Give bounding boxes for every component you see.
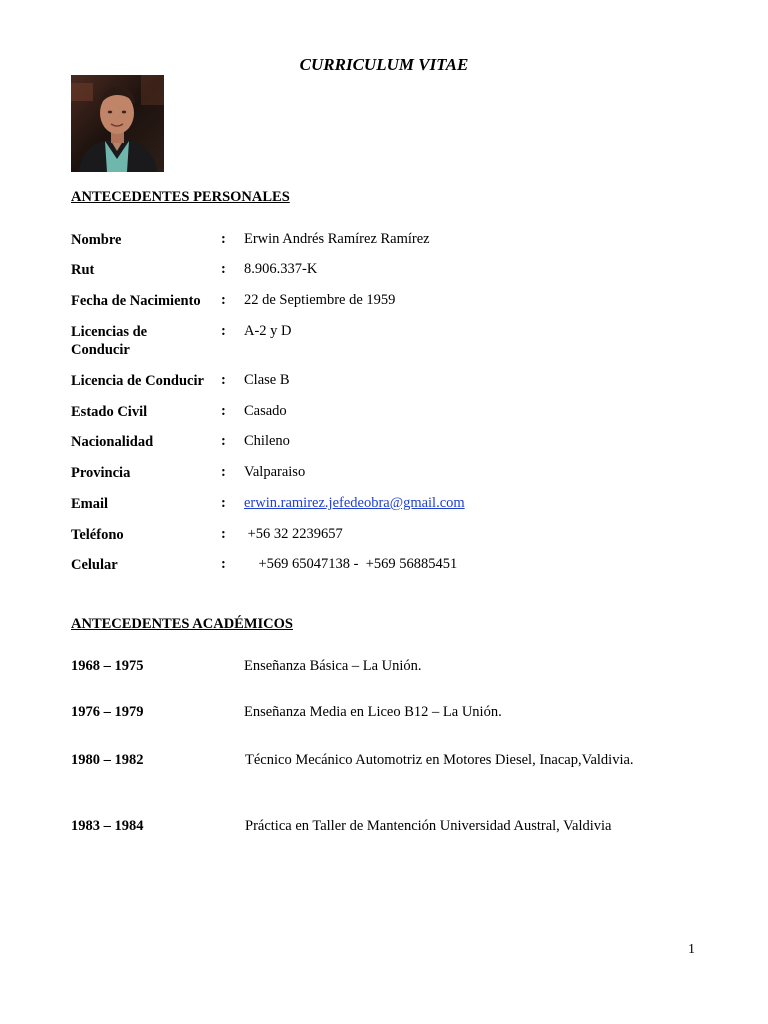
personal-row-province — [71, 464, 711, 484]
row-value: +56 32 2239657 — [244, 526, 343, 542]
personal-row-email — [71, 495, 711, 515]
row-colon: : — [221, 323, 226, 339]
row-value: 8.906.337-K — [244, 261, 318, 277]
personal-row-birthdate — [71, 292, 711, 312]
row-colon: : — [221, 433, 226, 449]
personal-row-name — [71, 231, 711, 251]
row-colon: : — [221, 526, 226, 542]
row-label: Celular — [71, 557, 118, 573]
row-value: Chileno — [244, 433, 290, 449]
personal-row-licenses — [71, 323, 711, 358]
academic-years: 1980 – 1982 — [71, 752, 144, 768]
row-colon: : — [221, 231, 226, 247]
row-label: Estado Civil — [71, 404, 148, 420]
row-colon: : — [221, 403, 226, 419]
row-value — [244, 495, 465, 512]
academic-description: Práctica en Taller de Mantención Universidad Austral, Valdivia — [245, 818, 612, 834]
academic-years: 1976 – 1979 — [71, 704, 144, 720]
row-value: Casado — [244, 403, 287, 419]
academic-description: Enseñanza Básica – La Unión. — [244, 658, 422, 674]
personal-section-heading: ANTECEDENTES PERSONALES — [71, 189, 290, 205]
row-label: Nacionalidad — [71, 434, 154, 450]
academic-section-heading: ANTECEDENTES ACADÉMICOS — [71, 616, 293, 632]
row-colon: : — [221, 292, 226, 308]
personal-row-civil-status — [71, 403, 711, 423]
row-label: Licencia de Conducir — [71, 373, 204, 389]
row-colon: : — [221, 495, 226, 511]
row-value: Clase B — [244, 372, 290, 388]
row-value: Erwin Andrés Ramírez Ramírez — [244, 231, 430, 247]
row-value: A-2 y D — [244, 323, 292, 339]
row-label: Nombre — [71, 232, 122, 248]
personal-row-license-class — [71, 372, 711, 392]
document-title: CURRICULUM VITAE — [299, 55, 469, 74]
academic-years: 1983 – 1984 — [71, 818, 144, 834]
academic-description: Enseñanza Media en Liceo B12 – La Unión. — [244, 704, 502, 720]
academic-description: Técnico Mecánico Automotriz en Motores Diesel, Inacap,Valdivia. — [245, 752, 634, 768]
academic-years: 1968 – 1975 — [71, 658, 144, 674]
row-label: Provincia — [71, 465, 131, 481]
row-value: 22 de Septiembre de 1959 — [244, 292, 396, 308]
personal-row-rut — [71, 261, 711, 281]
personal-row-nationality — [71, 433, 711, 453]
row-colon: : — [221, 372, 226, 388]
page-number: 1 — [688, 942, 695, 957]
row-value: Valparaiso — [244, 464, 306, 480]
profile-photo — [71, 75, 164, 172]
personal-row-phone — [71, 526, 711, 546]
row-label: Email — [71, 496, 109, 512]
row-colon: : — [221, 261, 226, 277]
row-colon: : — [221, 556, 226, 572]
row-label: Rut — [71, 262, 95, 278]
row-label: Licencias de Conducir — [71, 324, 148, 358]
row-label: Teléfono — [71, 527, 124, 543]
email-link[interactable]: erwin.ramirez.jefedeobra@gmail.com — [244, 495, 465, 511]
row-label: Fecha de Nacimiento — [71, 293, 201, 309]
row-colon: : — [221, 464, 226, 480]
row-value: +569 65047138 - +569 56885451 — [244, 556, 458, 572]
personal-row-mobile — [71, 556, 711, 576]
